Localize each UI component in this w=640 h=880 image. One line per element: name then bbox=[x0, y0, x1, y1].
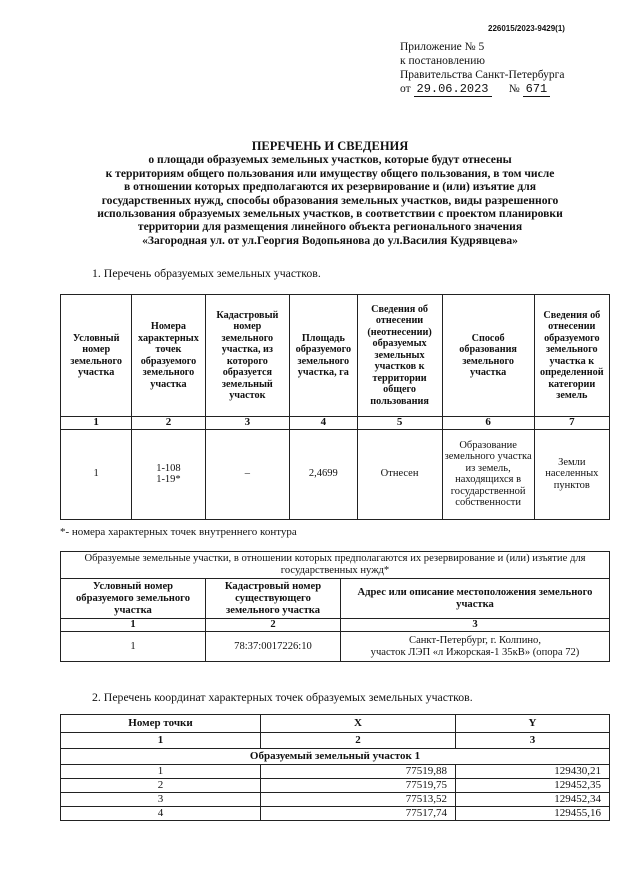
appendix-block bbox=[400, 40, 565, 96]
point-number: 4 bbox=[61, 807, 261, 821]
section1-heading: 1. Перечень образуемых земельных участков. bbox=[92, 266, 321, 280]
table-row bbox=[61, 793, 610, 807]
point-number: 1 bbox=[61, 765, 261, 779]
coord-x: 77519,88 bbox=[261, 765, 456, 779]
point-number: 2 bbox=[61, 779, 261, 793]
appendix-line: к постановлению bbox=[400, 55, 485, 67]
col-index: 5 bbox=[357, 417, 442, 430]
title-line: о площади образуемых земельных участков, которые будут отнесены bbox=[148, 153, 512, 167]
coord-x: 77517,74 bbox=[261, 807, 456, 821]
col-header: Сведения об отнесении образуемого земельного участка к определенной категории земель bbox=[534, 295, 609, 417]
table-row bbox=[61, 765, 610, 779]
land-plots-table bbox=[60, 294, 610, 520]
section2-heading: 2. Перечень координат характерных точек образуемых земельных участков. bbox=[92, 690, 473, 704]
table-row bbox=[61, 807, 610, 821]
appendix-line: Правительства Санкт-Петербурга bbox=[400, 69, 565, 81]
col-header: Площадь образуемого земельного участка, га bbox=[290, 295, 357, 417]
number-prefix: № bbox=[508, 83, 520, 95]
title-line: территории для размещения линейного объекта регионального значения bbox=[137, 220, 523, 234]
title-main: ПЕРЕЧЕНЬ И СВЕДЕНИЯ bbox=[251, 139, 409, 153]
col-index: 1 bbox=[61, 417, 132, 430]
col-index: 6 bbox=[442, 417, 534, 430]
title-line: использования образуемых земельных участков, в соответствии с проектом планировки bbox=[97, 207, 563, 221]
col-index: 1 bbox=[61, 733, 261, 749]
title-line: к территориям общего пользования или имуществу общего пользования, в том числе bbox=[105, 166, 555, 180]
col-index: 7 bbox=[534, 417, 609, 430]
col-index: 2 bbox=[261, 733, 456, 749]
point-number: 3 bbox=[61, 793, 261, 807]
col-header: Условный номер земельного участка bbox=[61, 295, 132, 417]
plot-area: 2,4699 bbox=[290, 429, 357, 519]
col-index: 2 bbox=[206, 619, 341, 632]
coord-y: 129452,35 bbox=[456, 779, 610, 793]
document-number: 226015/2023-9429(1) bbox=[488, 24, 565, 33]
reserve-title: Образуемые земельные участки, в отношении которых предполагаются их резервирование и (или) изъятие для государственных нужд* bbox=[61, 552, 610, 579]
title-line: государственных нужд, способы образования земельных участков, виды разрешенного bbox=[101, 193, 559, 207]
resolution-date: 29.06.2023 bbox=[414, 82, 492, 97]
col-header: Номера характерных точек образуемого земельного участка bbox=[132, 295, 205, 417]
col-header: Номер точки bbox=[61, 715, 261, 733]
col-header: X bbox=[261, 715, 456, 733]
reserve-table bbox=[60, 551, 610, 662]
col-index: 3 bbox=[456, 733, 610, 749]
col-header: Адрес или описание местоположения земельного участка bbox=[341, 579, 610, 619]
date-prefix: от bbox=[400, 83, 411, 95]
col-header: Кадастровый номер земельного участка, из которого образуется земельный участок bbox=[205, 295, 290, 417]
document-title bbox=[60, 140, 600, 247]
coord-y: 129452,34 bbox=[456, 793, 610, 807]
land-category: Земли населенных пунктов bbox=[534, 429, 609, 519]
coord-y: 129430,21 bbox=[456, 765, 610, 779]
coord-x: 77513,52 bbox=[261, 793, 456, 807]
table-row bbox=[61, 429, 610, 519]
col-index: 1 bbox=[61, 619, 206, 632]
col-index: 3 bbox=[205, 417, 290, 430]
address-line: Санкт-Петербург, г. Колпино, bbox=[409, 634, 541, 646]
footnote: *- номера характерных точек внутреннего контура bbox=[60, 526, 297, 538]
table-row bbox=[61, 779, 610, 793]
col-header: Сведения об отнесении (неотнесении) образуемых земельных участков к территории общего пользования bbox=[357, 295, 442, 417]
coordinates-table bbox=[60, 714, 610, 821]
col-header: Y bbox=[456, 715, 610, 733]
coord-y: 129455,16 bbox=[456, 807, 610, 821]
col-index: 3 bbox=[341, 619, 610, 632]
reserve-plot-number: 1 bbox=[61, 632, 206, 662]
public-status: Отнесен bbox=[357, 429, 442, 519]
reserve-cadastral: 78:37:0017226:10 bbox=[206, 632, 341, 662]
title-line: «Загородная ул. от ул.Георгия Водопьянова до ул.Василия Кудрявцева» bbox=[142, 233, 518, 247]
col-header: Условный номер образуемого земельного участка bbox=[61, 579, 206, 619]
table-row bbox=[61, 632, 610, 662]
col-index: 2 bbox=[132, 417, 205, 430]
address-line: участок ЛЭП «л Ижорская-1 35кВ» (опора 72) bbox=[370, 646, 580, 658]
plot-number: 1 bbox=[61, 429, 132, 519]
source-cadastral: – bbox=[205, 429, 290, 519]
group-title: Образуемый земельный участок 1 bbox=[61, 749, 610, 765]
title-line: в отношении которых предполагаются их резервирование и (или) изъятие для bbox=[124, 180, 536, 194]
coord-x: 77519,75 bbox=[261, 779, 456, 793]
points-outer: 1-108 bbox=[156, 462, 181, 474]
formation-method: Образование земельного участка из земель, находящихся в государственной собственности bbox=[442, 429, 534, 519]
resolution-number: 671 bbox=[523, 82, 551, 97]
appendix-line: Приложение № 5 bbox=[400, 41, 485, 53]
plot-points bbox=[132, 429, 205, 519]
points-inner: 1-19* bbox=[156, 474, 181, 485]
col-header: Кадастровый номер существующего земельного участка bbox=[206, 579, 341, 619]
col-index: 4 bbox=[290, 417, 357, 430]
date-number-line bbox=[400, 82, 565, 96]
reserve-address bbox=[341, 632, 610, 662]
col-header: Способ образования земельного участка bbox=[442, 295, 534, 417]
